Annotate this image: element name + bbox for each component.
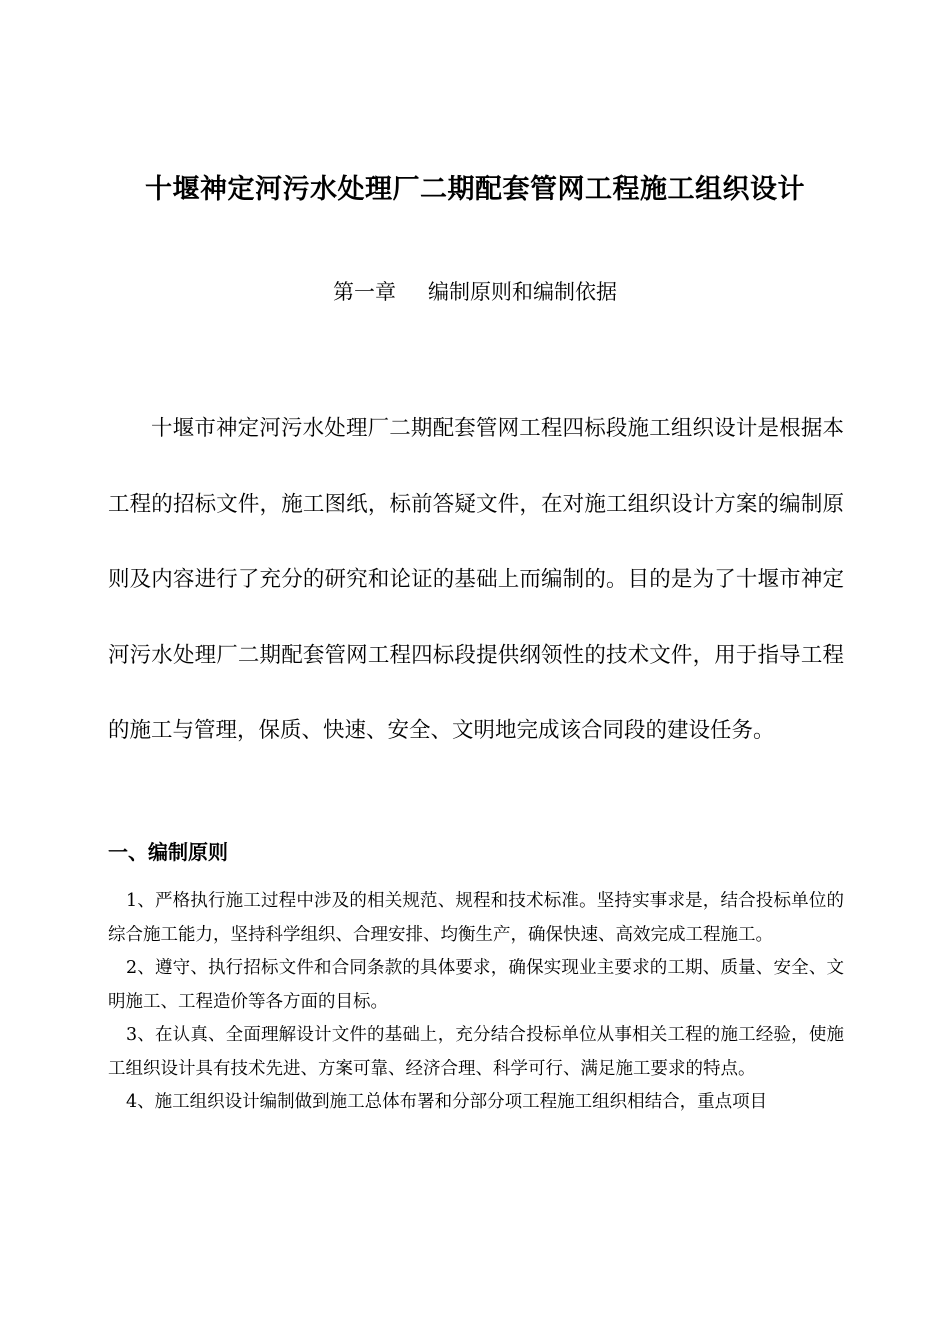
chapter-number: 第一章 — [333, 280, 396, 304]
principle-item: 2、遵守、执行招标文件和合同条款的具体要求，确保实现业主要求的工期、质量、安全、文明施工、工程造价等各方面的目标。 — [108, 958, 844, 1012]
intro-paragraph: 十堰市神定河污水处理厂二期配套管网工程四标段施工组织设计是根据本工程的招标文件，施工图纸，标前答疑文件，在对施工组织设计方案的编制原则及内容进行了充分的研究和论证的基础上而编制的。目的是为了十堰市神定河污水处理厂二期配套管网工程四标段提供纲领性的技术文件，用于指导工程的施工与管理，保质、快速、安全、文明地完成该合同段的建设任务。 — [108, 416, 844, 743]
principle-item: 3、在认真、全面理解设计文件的基础上，充分结合投标单位从事相关工程的施工经验，使施工组织设计具有技术先进、方案可靠、经济合理、科学可行、满足施工要求的特点。 — [108, 1025, 844, 1079]
principles-list — [108, 885, 844, 1120]
section-heading: 一、编制原则 — [108, 840, 228, 864]
document-title: 十堰神定河污水处理厂二期配套管网工程施工组织设计 — [145, 174, 805, 205]
principle-item: 4、施工组织设计编制做到施工总体布署和分部分项工程施工组织相结合，重点项目 — [126, 1092, 768, 1112]
chapter-heading — [60, 276, 890, 308]
chapter-name: 编制原则和编制依据 — [428, 280, 617, 304]
principle-item: 1、严格执行施工过程中涉及的相关规范、规程和技术标准。坚持实事求是，结合投标单位的综合施工能力，坚持科学组织、合理安排、均衡生产，确保快速、高效完成工程施工。 — [108, 891, 844, 945]
